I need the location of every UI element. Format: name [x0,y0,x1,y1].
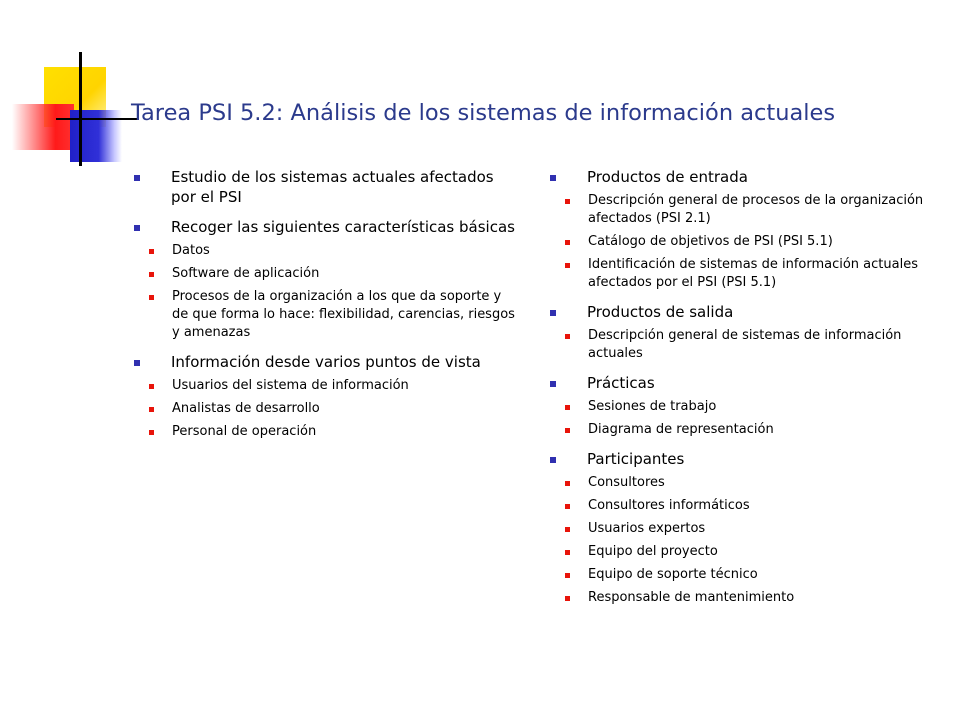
sub-bullet-list [587,474,938,607]
small-square-bullet-icon [149,430,154,435]
square-bullet-icon [550,457,556,463]
sub-bullet-item [132,423,517,441]
bullet-text: Recoger las siguientes características básicas [171,218,515,236]
sub-bullet-text: Personal de operación [172,424,317,439]
sub-bullet-item [132,288,517,342]
sub-bullet-item [132,377,517,395]
sub-bullet-item [548,421,938,439]
right-bullet-list [548,167,938,607]
sub-bullet-item [548,233,938,251]
small-square-bullet-icon [565,199,570,204]
decoration-red-square [12,104,74,150]
small-square-bullet-icon [149,249,154,254]
small-square-bullet-icon [565,334,570,339]
right-column [548,167,938,617]
bullet-item [548,449,938,607]
small-square-bullet-icon [565,263,570,268]
sub-bullet-text: Software de aplicación [172,266,320,281]
square-bullet-icon [550,381,556,387]
sub-bullet-item [548,474,938,492]
bullet-item [132,352,517,441]
sub-bullet-text: Consultores [588,475,665,490]
bullet-text: Prácticas [587,374,655,392]
sub-bullet-item [132,400,517,418]
bullet-item [548,167,938,292]
sub-bullet-item [548,589,938,607]
sub-bullet-item [548,497,938,515]
square-bullet-icon [134,175,140,181]
slide-decoration [0,0,140,170]
small-square-bullet-icon [565,481,570,486]
sub-bullet-text: Responsable de mantenimiento [588,590,795,605]
bullet-text: Productos de entrada [587,168,748,186]
bullet-item [548,302,938,363]
small-square-bullet-icon [565,504,570,509]
sub-bullet-text: Usuarios expertos [588,521,706,536]
decoration-horizontal-line [56,118,138,120]
sub-bullet-list [171,242,517,342]
bullet-item [132,167,517,207]
small-square-bullet-icon [565,405,570,410]
sub-bullet-list [587,327,938,363]
bullet-text: Productos de salida [587,303,734,321]
sub-bullet-item [548,543,938,561]
square-bullet-icon [134,360,140,366]
small-square-bullet-icon [565,573,570,578]
small-square-bullet-icon [565,428,570,433]
sub-bullet-item [548,398,938,416]
sub-bullet-text: Identificación de sistemas de información actuales afectados por el PSI (PSI 5.1) [588,257,918,290]
bullet-text: Información desde varios puntos de vista [171,353,481,371]
bullet-item [132,217,517,342]
sub-bullet-list [171,377,517,441]
sub-bullet-text: Equipo del proyecto [588,544,718,559]
sub-bullet-text: Descripción general de procesos de la organización afectados (PSI 2.1) [588,193,924,226]
sub-bullet-text: Procesos de la organización a los que da soporte y de que forma lo hace: flexibilidad, carencias, riesgos y amenazas [172,289,515,340]
small-square-bullet-icon [149,384,154,389]
sub-bullet-item [548,520,938,538]
sub-bullet-text: Diagrama de representación [588,422,774,437]
bullet-text: Participantes [587,450,685,468]
bullet-text: Estudio de los sistemas actuales afectados por el PSI [171,168,494,206]
small-square-bullet-icon [565,596,570,601]
sub-bullet-item [548,256,938,292]
sub-bullet-text: Sesiones de trabajo [588,399,717,414]
small-square-bullet-icon [565,527,570,532]
small-square-bullet-icon [149,407,154,412]
sub-bullet-list [587,192,938,292]
square-bullet-icon [550,175,556,181]
sub-bullet-item [132,265,517,283]
slide-title: Tarea PSI 5.2: Análisis de los sistemas de información actuales [131,100,836,126]
left-column [132,167,517,451]
square-bullet-icon [134,225,140,231]
small-square-bullet-icon [149,295,154,300]
square-bullet-icon [550,310,556,316]
decoration-vertical-line [79,52,82,166]
sub-bullet-text: Datos [172,243,210,258]
sub-bullet-list [587,398,938,439]
sub-bullet-text: Catálogo de objetivos de PSI (PSI 5.1) [588,234,833,249]
small-square-bullet-icon [149,272,154,277]
sub-bullet-text: Consultores informáticos [588,498,750,513]
sub-bullet-item [548,327,938,363]
sub-bullet-item [548,566,938,584]
sub-bullet-item [548,192,938,228]
small-square-bullet-icon [565,550,570,555]
sub-bullet-text: Analistas de desarrollo [172,401,320,416]
bullet-item [548,373,938,439]
sub-bullet-text: Descripción general de sistemas de información actuales [588,328,902,361]
sub-bullet-text: Equipo de soporte técnico [588,567,758,582]
small-square-bullet-icon [565,240,570,245]
left-bullet-list [132,167,517,441]
sub-bullet-text: Usuarios del sistema de información [172,378,409,393]
sub-bullet-item [132,242,517,260]
